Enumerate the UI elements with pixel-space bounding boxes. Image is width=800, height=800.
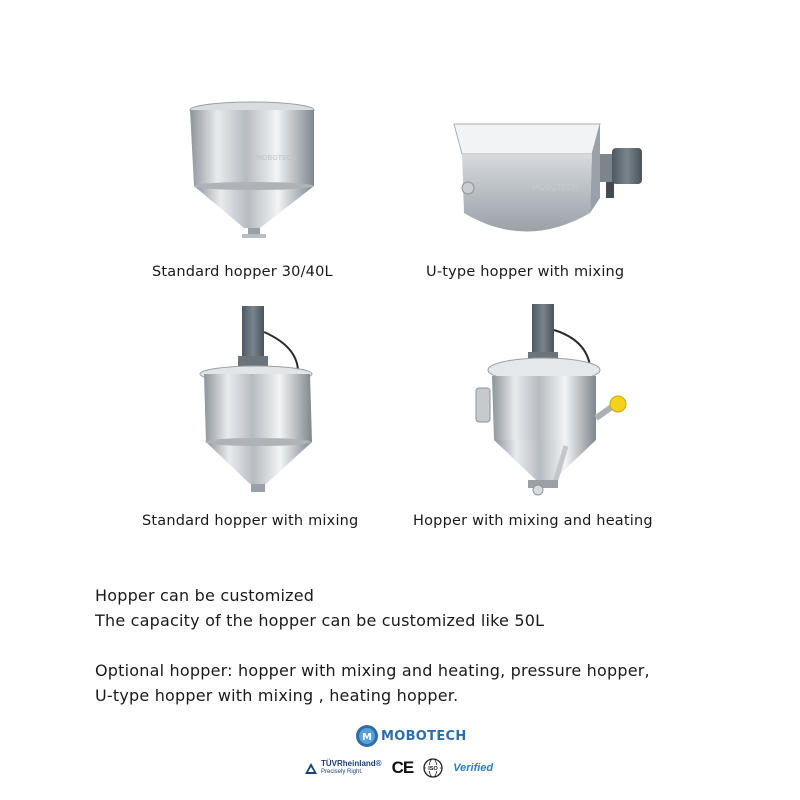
ce-mark: CE (391, 758, 414, 777)
watermark: MOBOTECH (532, 183, 579, 192)
svg-text:M: M (362, 732, 372, 743)
tuv-rheinland-badge (304, 760, 382, 776)
caption-hopper-mixing-heating: Hopper with mixing and heating (413, 513, 653, 529)
iso-icon (423, 758, 443, 778)
note-line-3: Optional hopper: hopper with mixing and heating, pressure hopper, (95, 661, 650, 680)
standard-hopper-mixing-image (198, 302, 322, 498)
hopper-mixing-heating-image (466, 300, 636, 500)
brand-logo-icon (355, 724, 379, 748)
caption-u-type-hopper: U-type hopper with mixing (426, 264, 625, 280)
tuv-tagline: Precisely Right. (321, 769, 363, 775)
certifications-row (304, 758, 493, 778)
verified-badge: Verified (453, 762, 494, 774)
standard-hopper-image (186, 100, 318, 245)
brand-logo (355, 724, 467, 748)
brand-name: MOBOTECH (381, 728, 467, 744)
note-line-4: U-type hopper with mixing , heating hopper. (95, 686, 459, 705)
svg-text:ISO: ISO (428, 766, 438, 773)
note-line-2: The capacity of the hopper can be customized like 50L (95, 611, 545, 630)
u-type-hopper-image (450, 118, 650, 253)
caption-standard-hopper: Standard hopper 30/40L (152, 264, 333, 280)
tuv-name: TÜVRheinland® (321, 759, 382, 768)
caption-standard-hopper-mixing: Standard hopper with mixing (142, 513, 359, 529)
description-text (95, 583, 785, 708)
watermark: MOBOTECH (256, 154, 297, 162)
note-line-1: Hopper can be customized (95, 586, 315, 605)
tuv-triangle-icon (304, 762, 318, 775)
